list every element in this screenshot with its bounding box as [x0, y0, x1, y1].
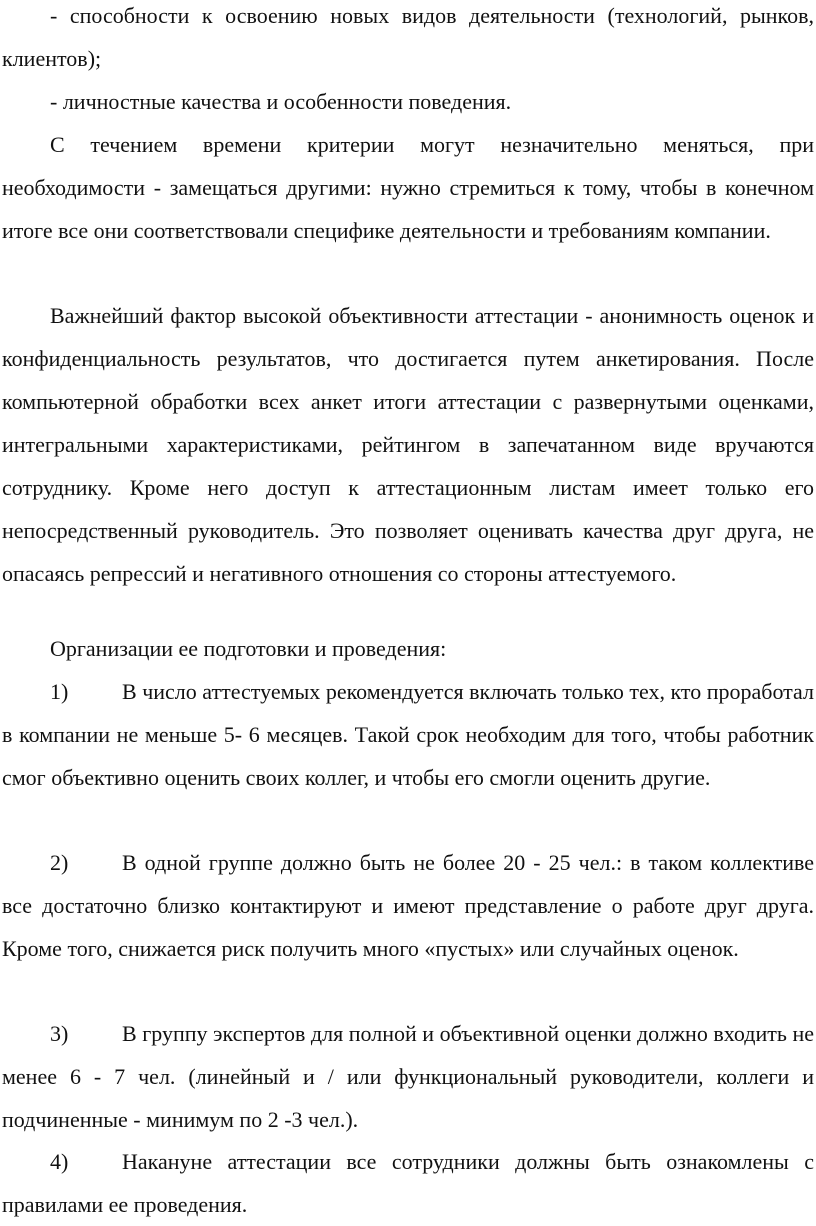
- list-item-text: Накануне аттестации все сотрудники должны быть ознакомлены с правилами ее проведения.: [2, 1149, 814, 1217]
- list-item-number: 2): [50, 850, 69, 875]
- list-item: [2, 841, 814, 970]
- list-item-number: 1): [50, 679, 69, 704]
- list-item: [2, 1140, 814, 1226]
- list-item-number: 3): [50, 1021, 69, 1046]
- list-item: [2, 1012, 814, 1141]
- paragraph-anonymity: Важнейший фактор высокой объективности аттестации - анонимность оценок и конфиденциальность результатов, что достигается путем анкетирования. После компьютерной обработки всех анкет итоги аттестации с развернутыми оценками, интегральными характеристиками, рейтингом в запечатанном виде вручаются сотруднику. Кроме него доступ к аттестационным листам имеет только его непосредственный руководитель. Это позволяет оценивать качества друг друга, не опасаясь репрессий и негативного отношения со стороны аттестуемого.: [2, 303, 814, 586]
- list-item-text: В одной группе должно быть не более 20 - 25 чел.: в таком коллективе все достаточно близко контактируют и имеют представление о работе друг друга. Кроме того, снижается риск получить много «пустых» или случайных оценок.: [2, 850, 814, 961]
- paragraph-criteria-change: С течением времени критерии могут незначительно меняться, при необходимости - замещаться другими: нужно стремиться к тому, чтобы в конечном итоге все они соответствовали специфике деятельности и требованиям компании.: [2, 132, 814, 243]
- list-item-text: В число аттестуемых рекомендуется включать только тех, кто проработал в компании не меньше 5- 6 месяцев. Такой срок необходим для того, чтобы работник смог объективно оценить своих коллег, и чтобы его смогли оценить другие.: [2, 679, 814, 790]
- list-item-text: В группу экспертов для полной и объективной оценки должно входить не менее 6 - 7 чел. (линейный и / или функциональный руководители, коллеги и подчиненные - минимум по 2 -3 чел.).: [2, 1021, 814, 1132]
- paragraph-abilities: - способности к освоению новых видов деятельности (технологий, рынков, клиентов);: [2, 3, 814, 71]
- paragraph-personal-qualities: - личностные качества и особенности поведения.: [50, 89, 512, 114]
- paragraph-organization-heading: Организации ее подготовки и проведения:: [50, 636, 447, 661]
- list-item-number: 4): [50, 1149, 69, 1174]
- list-item: [2, 670, 814, 799]
